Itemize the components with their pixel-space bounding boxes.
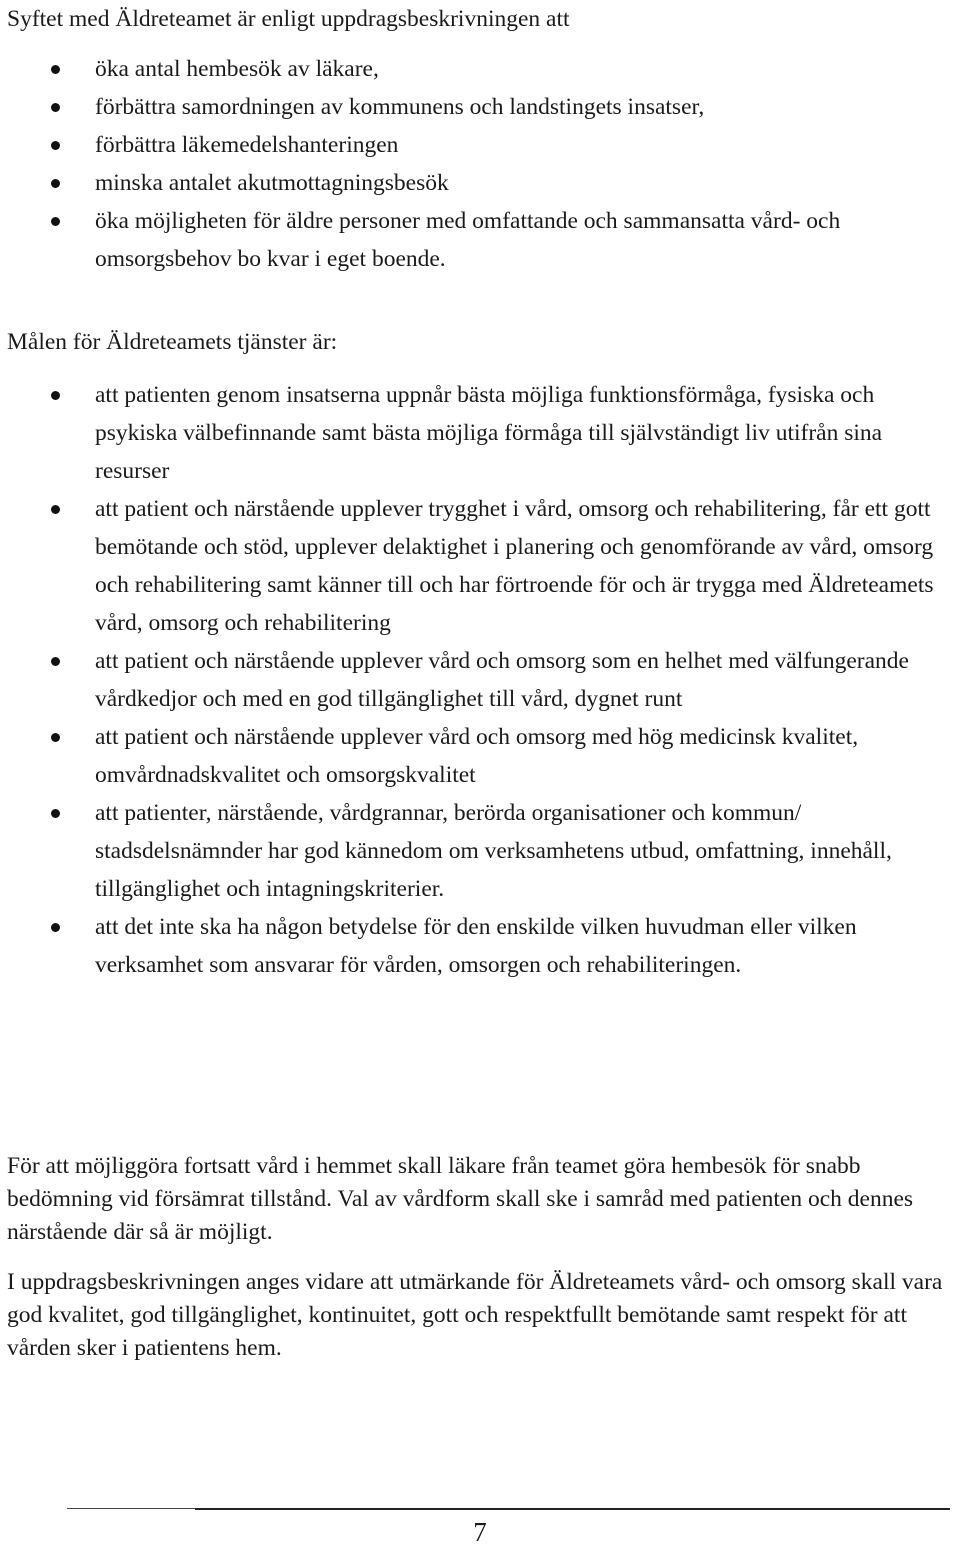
goals-list [0,376,935,984]
bullet-icon [51,217,60,226]
intro-text: Syftet med Äldreteamet är enligt uppdragsbeskrivningen att [7,6,570,32]
list-item [0,50,935,88]
list-item-text: förbättra samordningen av kommunens och landstingets insatser, [95,94,705,120]
bullet-icon [51,391,60,400]
bullet-icon [51,657,60,666]
goals-heading: Målen för Äldreteamets tjänster är: [7,329,338,355]
list-item-text: att patient och närstående upplever vård och omsorg som en helhet med välfungerande vårdkedjor och med en god tillgänglighet till vård, dygnet runt [95,648,909,712]
list-item [0,794,935,908]
list-item [0,126,935,164]
list-item [0,202,935,278]
bullet-icon [51,141,60,150]
list-item-text: att patienten genom insatserna uppnår bästa möjliga funktionsförmåga, fysiska och psykiska välbefinnande samt bästa möjliga förmåga till självständigt liv utifrån sina resurser [95,382,883,484]
list-item [0,642,935,718]
page-number: 7 [473,1517,487,1547]
list-item [0,376,935,490]
bullet-icon [51,179,60,188]
list-item-text: att det inte ska ha någon betydelse för den enskilde vilken huvudman eller vilken verksamhet som ansvarar för vården, omsorgen och rehabiliteringen. [95,914,857,978]
list-item [0,908,935,984]
list-item-text: öka antal hembesök av läkare, [95,56,379,82]
list-item [0,718,935,794]
list-item [0,490,935,642]
list-item-text: förbättra läkemedelshanteringen [95,132,399,158]
footer-divider-accent [195,1508,950,1510]
bullet-icon [51,505,60,514]
list-item-text: öka möjligheten för äldre personer med omfattande och sammansatta vård- och omsorgsbehov bo kvar i eget boende. [95,208,841,272]
list-item-text: att patienter, närstående, vårdgrannar, berörda organisationer och kommun/ stadsdelsnämnder har god kännedom om verksamhetens utbud, omfattning, innehåll, tillgänglighet och intagningskriterier. [95,800,892,902]
paragraph-quality: I uppdragsbeskrivningen anges vidare att utmärkande för Äldreteamets vård- och omsorg skall vara god kvalitet, god tillgänglighet, kontinuitet, gott och respektfullt bemötande samt respekt för att vården sker i patientens hem. [7,1269,943,1361]
list-item-text: minska antalet akutmottagningsbesök [95,170,449,196]
paragraph-home-visits: För att möjliggöra fortsatt vård i hemmet skall läkare från teamet göra hembesök för snabb bedömning vid försämrat tillstånd. Val av vårdform skall ske i samråd med patienten och dennes närstående där så är möjligt. [7,1153,914,1245]
list-item [0,88,935,126]
bullet-icon [51,923,60,932]
bullet-icon [51,809,60,818]
purpose-list [0,50,935,278]
bullet-icon [51,65,60,74]
list-item-text: att patient och närstående upplever vård och omsorg med hög medicinsk kvalitet, omvårdnadskvalitet och omsorgskvalitet [95,724,859,788]
list-item [0,164,935,202]
bullet-icon [51,733,60,742]
bullet-icon [51,103,60,112]
list-item-text: att patient och närstående upplever trygghet i vård, omsorg och rehabilitering, får ett gott bemötande och stöd, upplever delaktighet i planering och genomförande av vård, omsorg och rehabilitering samt känner till och har förtroende för och är trygga med Äldreteamets vård, omsorg och rehabilitering [95,496,934,636]
